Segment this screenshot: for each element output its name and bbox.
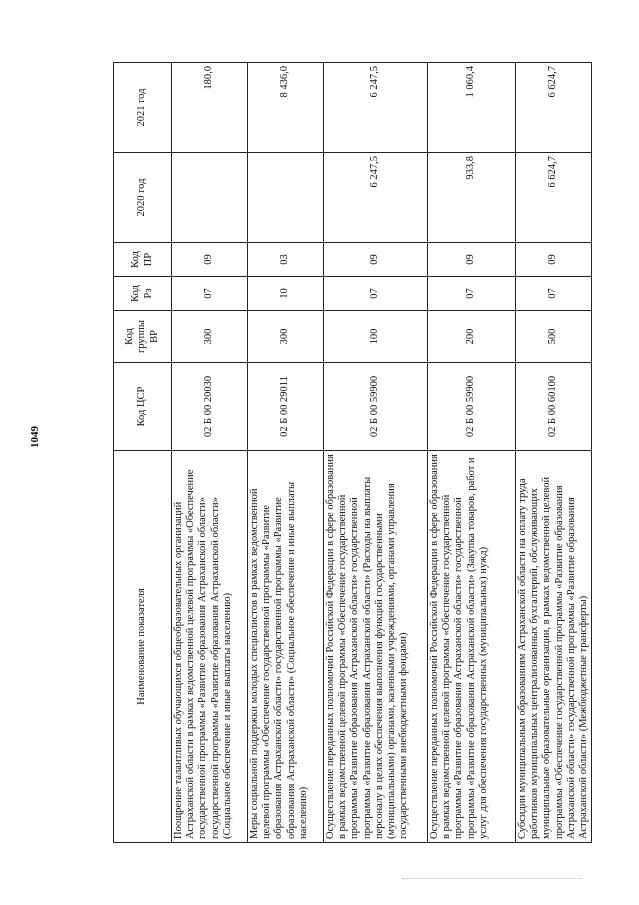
row-rz: 10 — [248, 277, 324, 311]
page-number: 1049 — [29, 426, 41, 448]
row-2020 — [248, 153, 324, 243]
row-2021: 1 060,4 — [428, 63, 516, 153]
table-row — [516, 63, 592, 843]
budget-table — [113, 62, 592, 843]
row-name: Субсидии муниципальным образованиям Астраханской области на оплату труда работников муниципальных централизованных бухгалтерий, обслуживающих муниципальные образовательные организации, в рамках ведомственной целевой программы «Обеспечение государственной программы «Развитие образования Астраханской области» государственной программы «Развитие образования Астраханской области» (Межбюджетные трансферты) — [516, 451, 592, 843]
row-2020: 6 247,5 — [324, 153, 428, 243]
row-csr: 02 Б 00 59900 — [428, 363, 516, 451]
row-pr: 09 — [516, 243, 592, 277]
table-row — [428, 63, 516, 843]
row-vr: 300 — [248, 311, 324, 363]
header-rz: Код Рз — [114, 277, 172, 311]
header-pr: Код ПР — [114, 243, 172, 277]
row-2020: 933,8 — [428, 153, 516, 243]
row-name: Меры социальной поддержки молодых специалистов в рамках ведомственной целевой программы «Обеспечение государственной программы «Развитие образования Астраханской области» государственной программы «Развитие образования Астраханской области» (Социальное обеспечение и иные выплаты населению) — [248, 451, 324, 843]
row-rz: 07 — [324, 277, 428, 311]
row-2021: 6 624,7 — [516, 63, 592, 153]
row-2021: 180,0 — [172, 63, 248, 153]
row-csr: 02 Б 00 59900 — [324, 363, 428, 451]
header-2020: 2020 год — [114, 153, 172, 243]
table-row — [324, 63, 428, 843]
row-name: Поощрение талантливых обучающихся общеобразовательных организаций Астраханской области в рамках ведомственной целевой программы «Обеспечение государственной программы «Развитие образования Астраханской области» государственной программы «Развитие образования Астраханской области» (Социальное обеспечение и иные выплаты населению) — [172, 451, 248, 843]
row-pr: 09 — [428, 243, 516, 277]
table-row — [248, 63, 324, 843]
header-vr: Код группы ВР — [114, 311, 172, 363]
table-row — [172, 63, 248, 843]
table-header-row — [114, 63, 172, 843]
row-csr: 02 Б 00 29011 — [248, 363, 324, 451]
header-csr: Код ЦСР — [114, 363, 172, 451]
row-csr: 02 Б 00 60100 — [516, 363, 592, 451]
row-pr: 03 — [248, 243, 324, 277]
row-vr: 100 — [324, 311, 428, 363]
row-2021: 6 247,5 — [324, 63, 428, 153]
header-2021: 2021 год — [114, 63, 172, 153]
row-name: Осуществление переданных полномочий Российской Федерации в сфере образования в рамках ведомственной целевой программы «Обеспечение государственной программы «Развитие образования Астраханской области» государственной программы «Развитие образования Астраханской области» (Расходы на выплаты персоналу в целях обеспечения выполнения функций государственными (муниципальными) органами, казенными учреждениями, органами управления государственными внебюджетными фондами) — [324, 451, 428, 843]
row-2020: 6 624,7 — [516, 153, 592, 243]
row-name: Осуществление переданных полномочий Российской Федерации в сфере образования в рамках ведомственной целевой программы «Обеспечение государственной программы «Развитие образования Астраханской области» государственной программы «Развитие образования Астраханской области» (Закупка товаров, работ и услуг для обеспечения государственных (муниципальных) нужд) — [428, 451, 516, 843]
row-rz: 07 — [172, 277, 248, 311]
row-rz: 07 — [516, 277, 592, 311]
row-vr: 300 — [172, 311, 248, 363]
row-pr: 09 — [172, 243, 248, 277]
scan-edge-line — [402, 878, 582, 879]
row-csr: 02 Б 00 20030 — [172, 363, 248, 451]
row-2020 — [172, 153, 248, 243]
row-pr: 09 — [324, 243, 428, 277]
header-name: Наименование показателя — [114, 451, 172, 843]
row-vr: 500 — [516, 311, 592, 363]
row-vr: 200 — [428, 311, 516, 363]
row-rz: 07 — [428, 277, 516, 311]
row-2021: 8 436,0 — [248, 63, 324, 153]
budget-table-container — [113, 63, 589, 843]
